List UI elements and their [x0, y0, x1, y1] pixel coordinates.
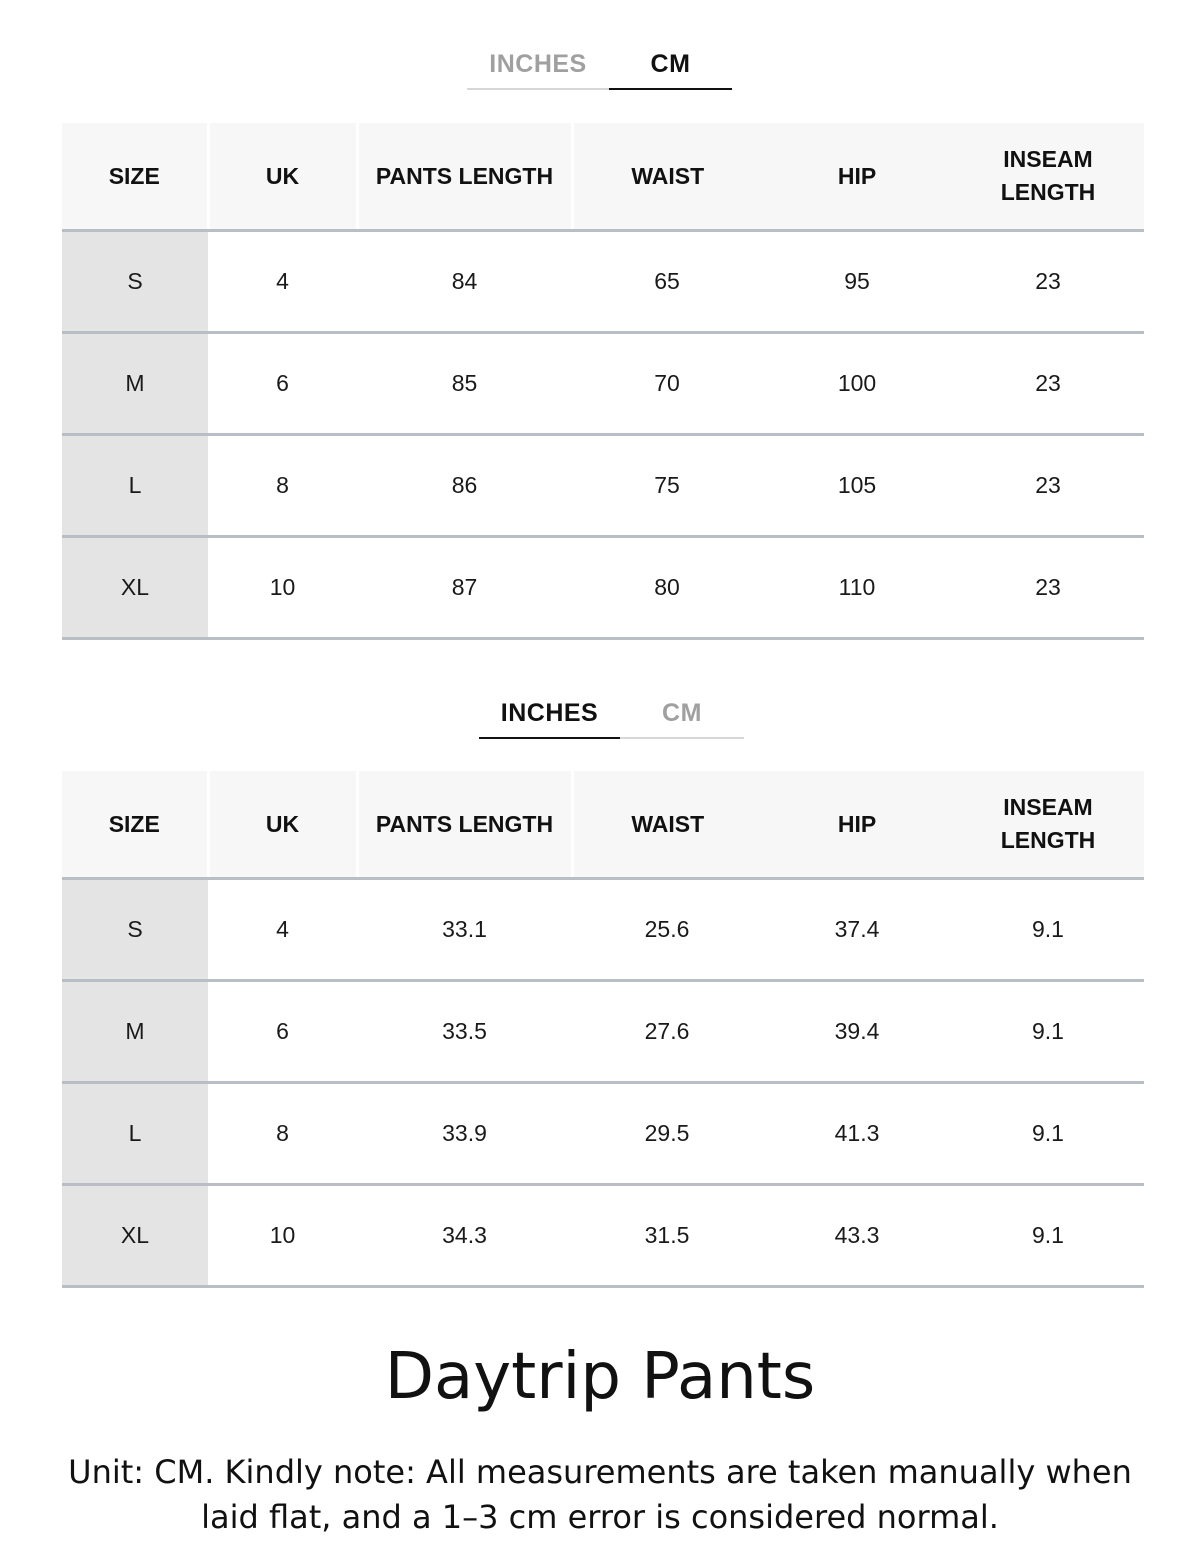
size-cell: S: [62, 231, 208, 333]
tab-cm[interactable]: CM: [620, 689, 744, 739]
hip-cell: 100: [762, 333, 952, 435]
inseam-length-cell: 9.1: [952, 879, 1144, 981]
table-row: [62, 537, 1144, 639]
unit-tabs-cm-section: [467, 40, 732, 90]
pants-length-cell: 34.3: [357, 1185, 572, 1287]
table-row: [62, 435, 1144, 537]
tab-cm[interactable]: CM: [609, 40, 732, 90]
product-title: Daytrip Pants: [384, 1340, 816, 1414]
measurement-note: Unit: CM. Kindly note: All measurements are taken manually when laid flat, and a 1–3 cm error is considered normal.: [68, 1453, 1132, 1536]
uk-cell: 10: [208, 1185, 357, 1287]
hip-cell: 43.3: [762, 1185, 952, 1287]
header-size: SIZE: [62, 123, 208, 231]
size-cell: L: [62, 435, 208, 537]
size-table-inches: [62, 771, 1144, 1288]
hip-cell: 105: [762, 435, 952, 537]
size-cell: M: [62, 333, 208, 435]
table-row: [62, 981, 1144, 1083]
waist-cell: 65: [572, 231, 762, 333]
table-row: [62, 879, 1144, 981]
inseam-length-cell: 23: [952, 435, 1144, 537]
header-pants-length: PANTS LENGTH: [357, 771, 572, 879]
hip-cell: 110: [762, 537, 952, 639]
inseam-length-cell: 9.1: [952, 1083, 1144, 1185]
hip-cell: 41.3: [762, 1083, 952, 1185]
table-row: [62, 1185, 1144, 1287]
uk-cell: 10: [208, 537, 357, 639]
tab-inches[interactable]: INCHES: [479, 689, 620, 739]
unit-tabs-inches-section: [479, 689, 744, 739]
size-cell: XL: [62, 1185, 208, 1287]
waist-cell: 25.6: [572, 879, 762, 981]
uk-cell: 6: [208, 981, 357, 1083]
inseam-length-cell: 9.1: [952, 981, 1144, 1083]
table-row: [62, 333, 1144, 435]
size-cell: XL: [62, 537, 208, 639]
header-waist: WAIST: [572, 123, 762, 231]
waist-cell: 29.5: [572, 1083, 762, 1185]
size-cell: L: [62, 1083, 208, 1185]
pants-length-cell: 33.5: [357, 981, 572, 1083]
size-cell: S: [62, 879, 208, 981]
table-row: [62, 231, 1144, 333]
size-table-cm: [62, 123, 1144, 640]
uk-cell: 4: [208, 231, 357, 333]
uk-cell: 4: [208, 879, 357, 981]
hip-cell: 95: [762, 231, 952, 333]
waist-cell: 80: [572, 537, 762, 639]
header-hip: HIP: [762, 771, 952, 879]
waist-cell: 31.5: [572, 1185, 762, 1287]
pants-length-cell: 33.1: [357, 879, 572, 981]
inseam-length-cell: 23: [952, 231, 1144, 333]
pants-length-cell: 84: [357, 231, 572, 333]
header-inseam-length: INSEAM LENGTH: [952, 123, 1144, 231]
pants-length-cell: 86: [357, 435, 572, 537]
header-waist: WAIST: [572, 771, 762, 879]
waist-cell: 27.6: [572, 981, 762, 1083]
header-uk: UK: [208, 123, 357, 231]
uk-cell: 8: [208, 1083, 357, 1185]
uk-cell: 6: [208, 333, 357, 435]
table-header-row: [62, 123, 1144, 231]
header-size: SIZE: [62, 771, 208, 879]
header-pants-length: PANTS LENGTH: [357, 123, 572, 231]
waist-cell: 75: [572, 435, 762, 537]
pants-length-cell: 87: [357, 537, 572, 639]
header-hip: HIP: [762, 123, 952, 231]
header-uk: UK: [208, 771, 357, 879]
tab-inches[interactable]: INCHES: [467, 40, 609, 90]
pants-length-cell: 33.9: [357, 1083, 572, 1185]
waist-cell: 70: [572, 333, 762, 435]
size-cell: M: [62, 981, 208, 1083]
hip-cell: 39.4: [762, 981, 952, 1083]
header-inseam-length: INSEAM LENGTH: [952, 771, 1144, 879]
inseam-length-cell: 9.1: [952, 1185, 1144, 1287]
table-header-row: [62, 771, 1144, 879]
pants-length-cell: 85: [357, 333, 572, 435]
uk-cell: 8: [208, 435, 357, 537]
inseam-length-cell: 23: [952, 537, 1144, 639]
table-row: [62, 1083, 1144, 1185]
hip-cell: 37.4: [762, 879, 952, 981]
inseam-length-cell: 23: [952, 333, 1144, 435]
